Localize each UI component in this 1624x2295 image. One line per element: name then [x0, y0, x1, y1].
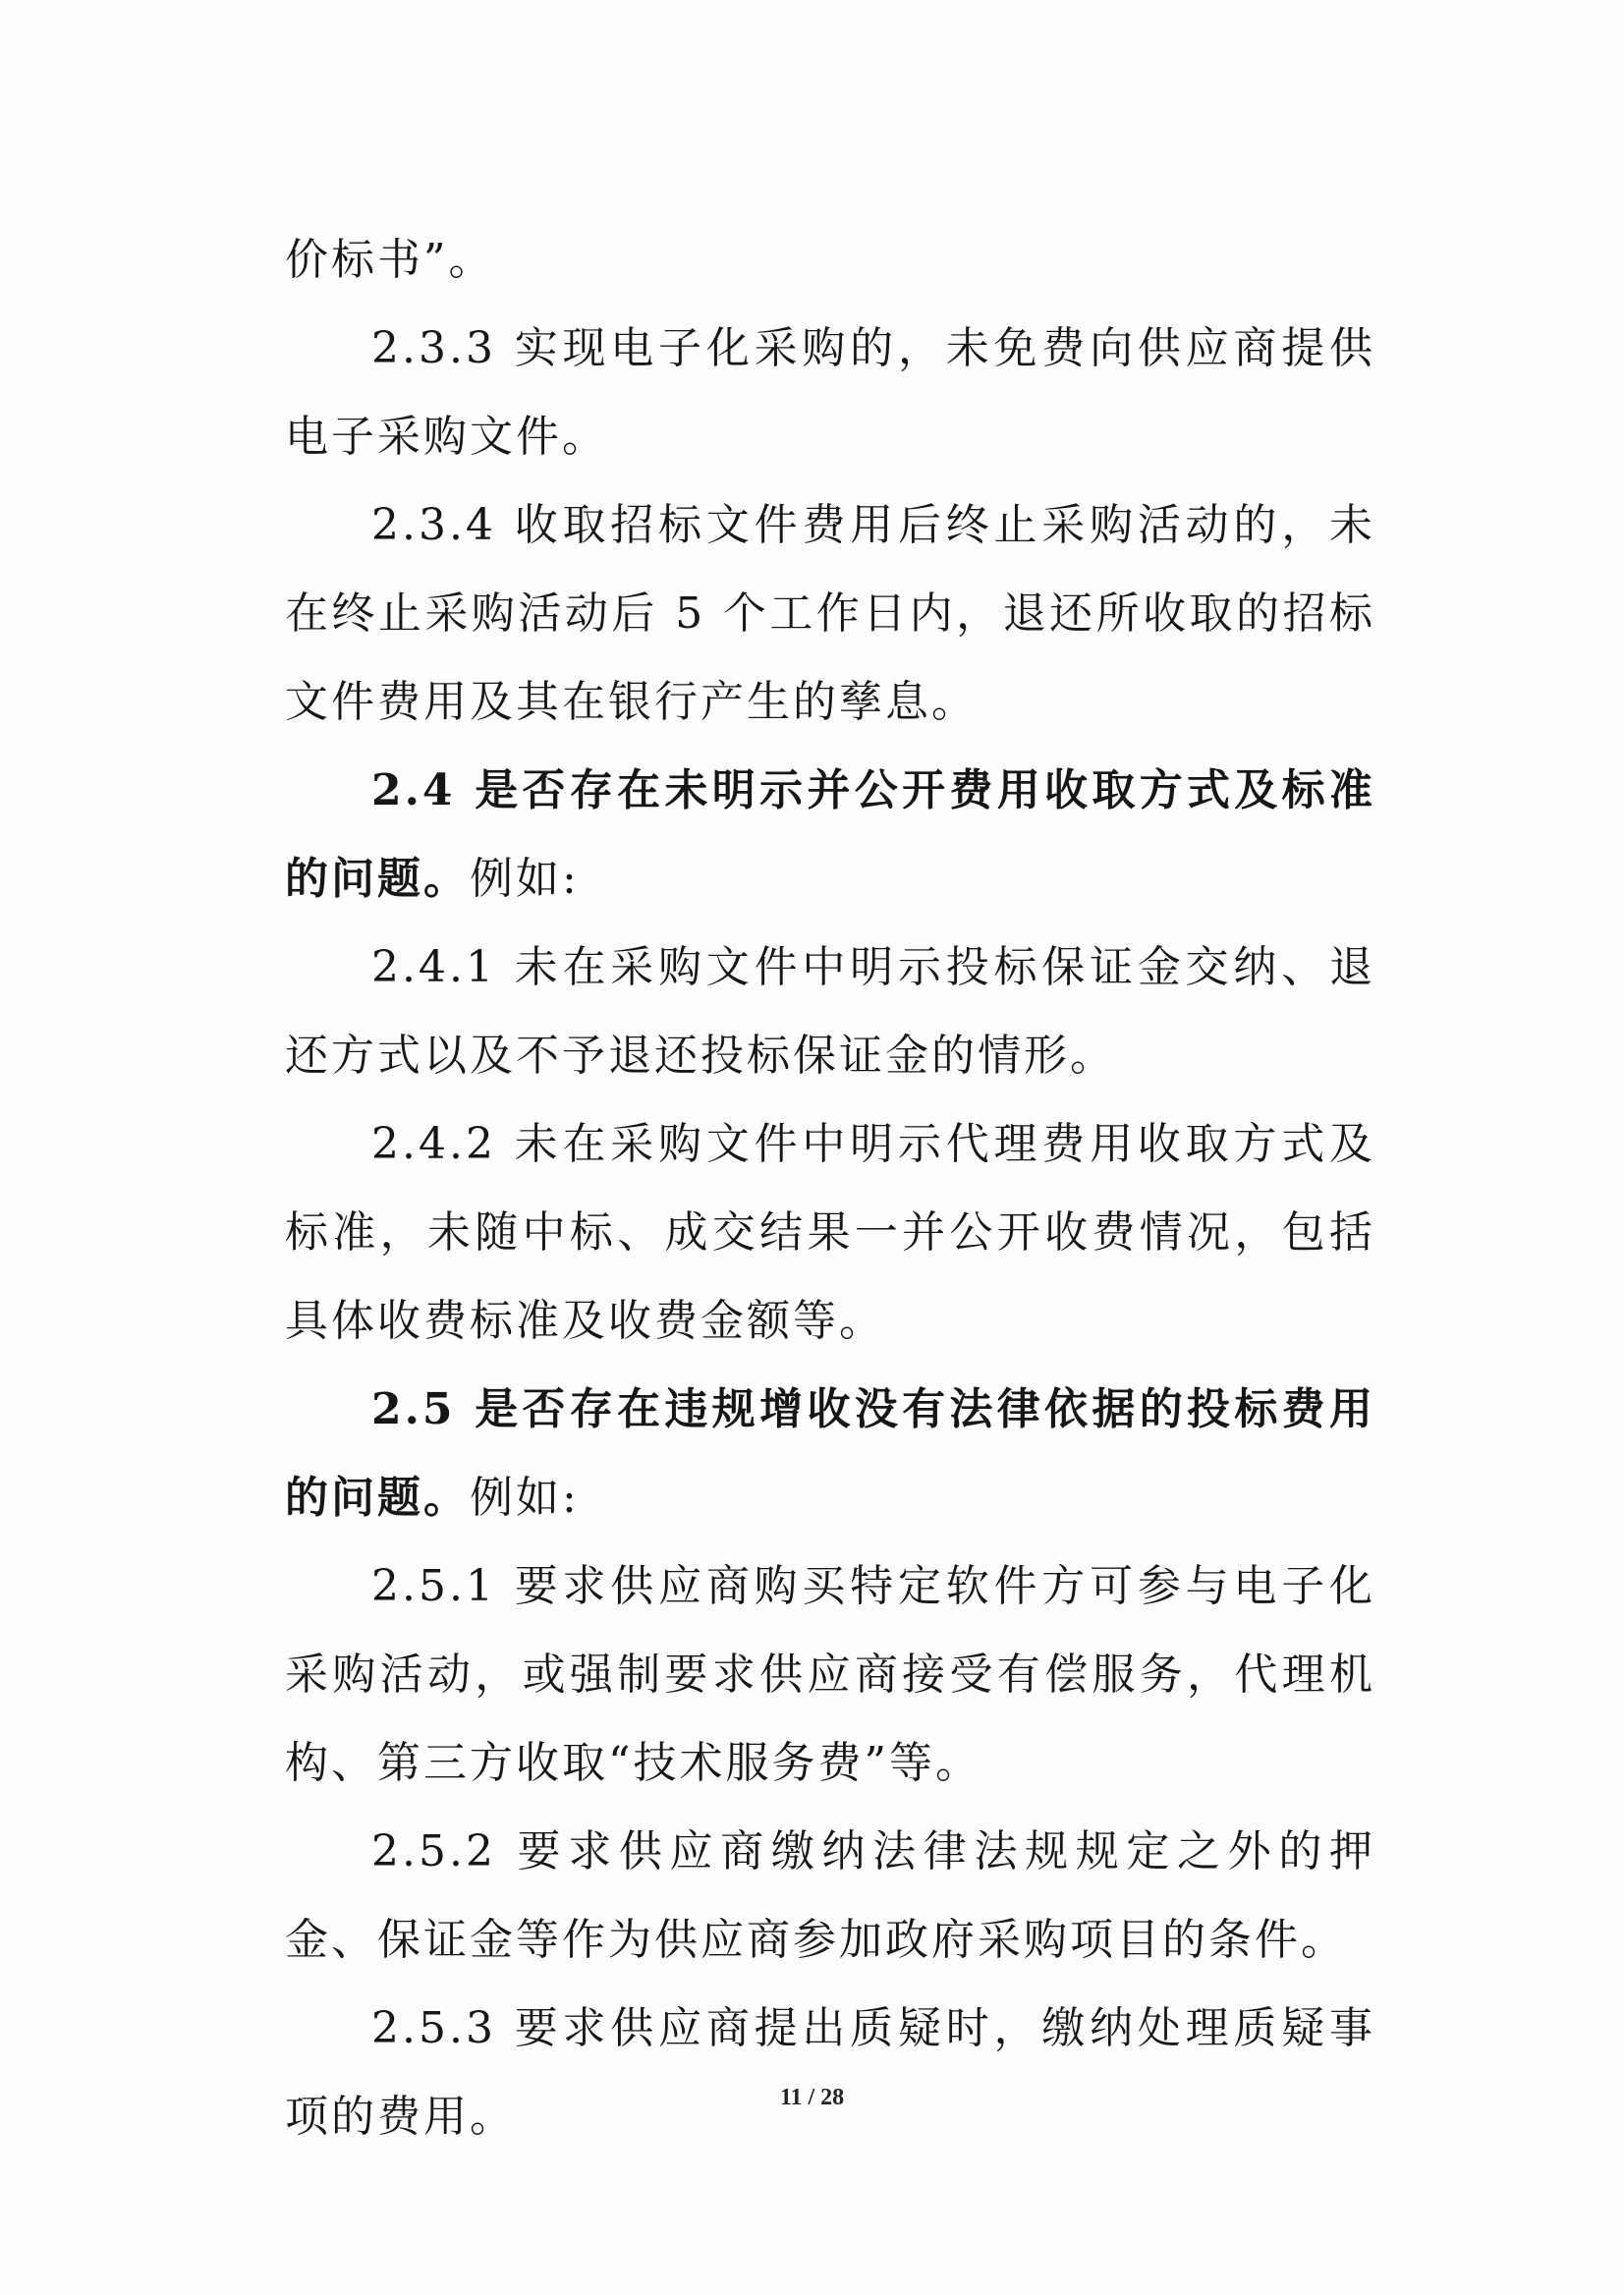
heading-2-5-title: 2.5 是否存在违规增收没有法律依据的投标费用的问题。 [285, 1384, 1375, 1523]
paragraph-2-4-1: 2.4.1 未在采购文件中明示投标保证金交纳、退还方式以及不予退还投标保证金的情形。 [285, 942, 1375, 1081]
document-body [285, 216, 1375, 2161]
heading-2-5 [285, 1366, 1375, 1542]
heading-2-5-lead: 例如: [470, 1473, 580, 1523]
paragraph-2-5-2: 2.5.2 要求供应商缴纳法律法规规定之外的押金、保证金等作为供应商参加政府采购项目的条件。 [285, 1826, 1375, 1965]
page-number: 11 / 28 [779, 2085, 845, 2110]
paragraph-2-5-3: 2.5.3 要求供应商提出质疑时，缴纳处理质疑事项的费用。 [285, 2003, 1375, 2142]
paragraph-2-3-3: 2.3.3 实现电子化采购的，未免费向供应商提供电子采购文件。 [285, 323, 1375, 462]
heading-2-4-title: 2.4 是否存在未明示并公开费用收取方式及标准的问题。 [285, 765, 1375, 904]
heading-2-4 [285, 747, 1375, 924]
paragraph-2-5-1: 2.5.1 要求供应商购买特定软件方可参与电子化采购活动，或强制要求供应商接受有偿服务，代理机构、第三方收取“技术服务费”等。 [285, 1561, 1375, 1788]
paragraph-2-3-4: 2.3.4 收取招标文件费用后终止采购活动的，未在终止采购活动后 5 个工作日内，退还所收取的招标文件费用及其在银行产生的孳息。 [285, 500, 1375, 727]
paragraph-2-4-2: 2.4.2 未在采购文件中明示代理费用收取方式及标准，未随中标、成交结果一并公开收费情况，包括具体收费标准及收费金额等。 [285, 1119, 1375, 1346]
paragraph-continuation: 价标书”。 [285, 235, 495, 285]
heading-2-4-lead: 例如: [470, 854, 580, 904]
